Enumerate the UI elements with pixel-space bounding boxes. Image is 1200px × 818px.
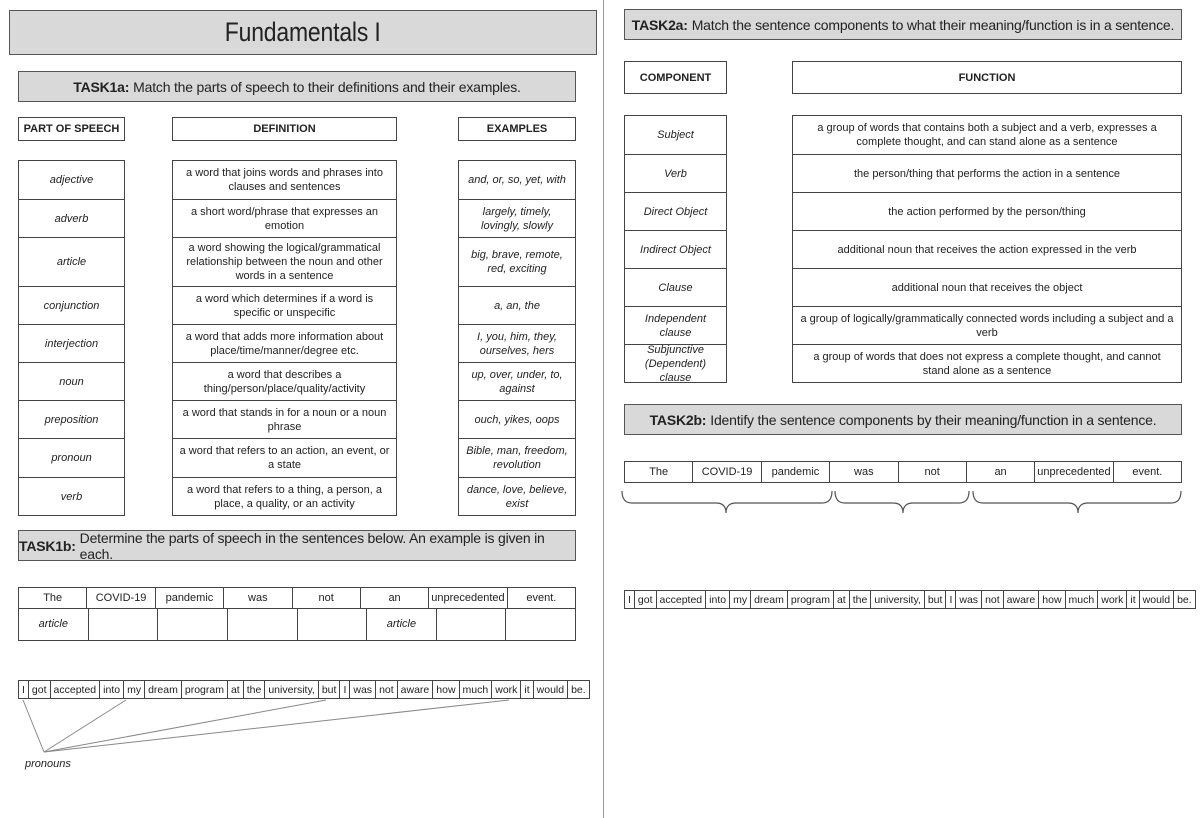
word-cell: unprecedented [429, 588, 507, 608]
pos-cell: interjection [19, 324, 124, 362]
word-cell: university, [871, 591, 925, 608]
function-cell: a group of logically/grammatically connected words including a subject and a verb [793, 306, 1181, 344]
definition-cell: a word that refers to an action, an event, or a state [173, 438, 396, 477]
component-cell: Indirect Object [625, 230, 726, 268]
word-cell: university, [265, 681, 319, 698]
pronouns-annotation: pronouns [25, 758, 71, 770]
example-cell: big, brave, remote, red, exciting [459, 237, 575, 286]
page-title-text: Fundamentals I [225, 17, 381, 47]
word-cell: not [899, 462, 967, 482]
component-column [624, 115, 727, 383]
component-cell: Independent clause [625, 306, 726, 344]
task2a-header [624, 9, 1182, 40]
function-cell: the person/thing that performs the action in a sentence [793, 154, 1181, 192]
word-cell: program [182, 681, 228, 698]
component-cell: Clause [625, 268, 726, 306]
word-cell: not [982, 591, 1004, 608]
definition-cell: a word that refers to a thing, a person, a place, a quality, or an activity [173, 477, 396, 515]
example-cell: a, an, the [459, 286, 575, 324]
function-cell: a group of words that does not express a complete thought, and cannot stand alone as a sentence [793, 344, 1181, 382]
word-cell: my [730, 591, 751, 608]
word-cell: be. [571, 683, 586, 696]
word-cell: much [1066, 591, 1099, 608]
word-cell: an [967, 462, 1035, 482]
word-cell: would [534, 681, 568, 698]
word-cell: how [1039, 591, 1065, 608]
word-cell: be. [1177, 593, 1192, 606]
component-cell: Subjunctive (Dependent) clause [625, 344, 726, 382]
definition-cell: a word which determines if a word is specific or unspecific [173, 286, 396, 324]
example-cell: ouch, yikes, oops [459, 400, 575, 438]
word-cell: aware [398, 681, 434, 698]
function-cell: a group of words that contains both a subject and a verb, expresses a complete thought, and can stand alone as a sentence [817, 122, 1157, 148]
word-cell: work [492, 681, 521, 698]
word-cell: accepted [657, 591, 707, 608]
examples-header: EXAMPLES [458, 117, 576, 141]
task1a-label: TASK1a: [73, 78, 130, 95]
pos-cell: verb [19, 477, 124, 515]
component-braces [600, 485, 1200, 520]
pos-cell: preposition [19, 400, 124, 438]
word-cell: aware [1004, 591, 1040, 608]
word-cell: I [625, 591, 635, 608]
word-cell: the [244, 681, 266, 698]
example-cell: largely, timely, lovingly, slowly [459, 199, 575, 237]
word-cell: at [834, 591, 850, 608]
example-cell: up, over, under, to, against [459, 362, 575, 400]
definition-cell: a word that describes a thing/person/place/quality/activity [173, 362, 396, 400]
word-cell: event. [1132, 466, 1163, 478]
component-header: COMPONENT [624, 61, 727, 94]
task2b-label: TASK2b: [649, 411, 707, 428]
word-cell: but [925, 591, 947, 608]
word-cell: The [19, 588, 87, 608]
component-cell: Verb [625, 154, 726, 192]
word-cell: accepted [51, 681, 101, 698]
word-cell: got [29, 681, 51, 698]
example-cell: and, or, so, yet, with [468, 174, 566, 186]
task2a-label: TASK2a: [631, 16, 688, 33]
word-cell: program [788, 591, 834, 608]
word-cell: not [376, 681, 398, 698]
pos-cell: pronoun [19, 438, 124, 477]
function-cell: additional noun that receives the action expressed in the verb [793, 230, 1181, 268]
word-cell: much [460, 681, 493, 698]
word-cell: I [19, 681, 29, 698]
task2b-sentence1-words [624, 461, 1182, 483]
function-cell: the action performed by the person/thing [793, 192, 1181, 230]
task2a-instructions: Match the sentence components to what their meaning/function is in a sentence. [691, 16, 1175, 33]
page-divider [603, 0, 604, 818]
pos-cell: adverb [19, 199, 124, 237]
pos-cell: conjunction [19, 286, 124, 324]
word-cell: unprecedented [1035, 462, 1113, 482]
word-cell: at [228, 681, 244, 698]
word-cell: I [946, 591, 956, 608]
word-cell: work [1098, 591, 1127, 608]
word-cell: I [340, 681, 350, 698]
word-cell: was [224, 588, 292, 608]
word-cell: pandemic [156, 588, 224, 608]
pos-cell: noun [19, 362, 124, 400]
word-cell: dream [145, 681, 182, 698]
definition-cell: a word showing the logical/grammatical relationship between the noun and other words in a sentence [173, 237, 396, 286]
task2b-instructions: Identify the sentence components by their meaning/function in a sentence. [710, 411, 1157, 428]
component-cell: Subject [657, 129, 694, 141]
definition-cell: a word that joins words and phrases into clauses and sentences [186, 167, 383, 193]
word-cell: The [625, 462, 693, 482]
word-cell: into [100, 681, 124, 698]
word-cell: event. [526, 592, 557, 604]
task1a-instructions: Match the parts of speech to their definitions and their examples. [133, 78, 521, 95]
task2b-sentence2-words [624, 590, 1196, 609]
definition-cell: a short word/phrase that expresses an emotion [173, 199, 396, 237]
word-cell: how [433, 681, 459, 698]
answer-cell: article [19, 608, 89, 640]
example-cell: Bible, man, freedom, revolution [459, 438, 575, 477]
example-cell: I, you, him, they, ourselves, hers [459, 324, 575, 362]
word-cell: was [830, 462, 898, 482]
word-cell: COVID-19 [693, 462, 761, 482]
word-cell: not [293, 588, 361, 608]
function-header: FUNCTION [792, 61, 1182, 94]
pos-cell: article [19, 237, 124, 286]
word-cell: my [124, 681, 145, 698]
answer-cell: article [367, 608, 437, 640]
word-cell: an [361, 588, 429, 608]
task1b-label: TASK1b: [19, 537, 76, 554]
task2b-header [624, 404, 1182, 435]
example-cell: dance, love, believe, exist [459, 477, 575, 515]
task1b-instructions: Determine the parts of speech in the sentences below. An example is given in each. [79, 529, 545, 562]
word-cell: but [319, 681, 341, 698]
word-cell: it [521, 681, 533, 698]
word-cell: the [850, 591, 872, 608]
function-column [792, 115, 1182, 383]
word-cell: COVID-19 [87, 588, 155, 608]
definition-cell: a word that adds more information about place/time/manner/degree etc. [173, 324, 396, 362]
definition-header: DEFINITION [172, 117, 397, 141]
function-cell: additional noun that receives the object [793, 268, 1181, 306]
word-cell: into [706, 591, 730, 608]
pos-header: PART OF SPEECH [18, 117, 125, 141]
component-cell: Direct Object [625, 192, 726, 230]
word-cell: pandemic [762, 462, 830, 482]
word-cell: got [635, 591, 657, 608]
word-cell: it [1127, 591, 1139, 608]
word-cell: dream [751, 591, 788, 608]
word-cell: would [1140, 591, 1174, 608]
word-cell: was [956, 591, 982, 608]
definition-cell: a word that stands in for a noun or a noun phrase [173, 400, 396, 438]
pos-cell: adjective [49, 174, 94, 186]
word-cell: was [350, 681, 376, 698]
